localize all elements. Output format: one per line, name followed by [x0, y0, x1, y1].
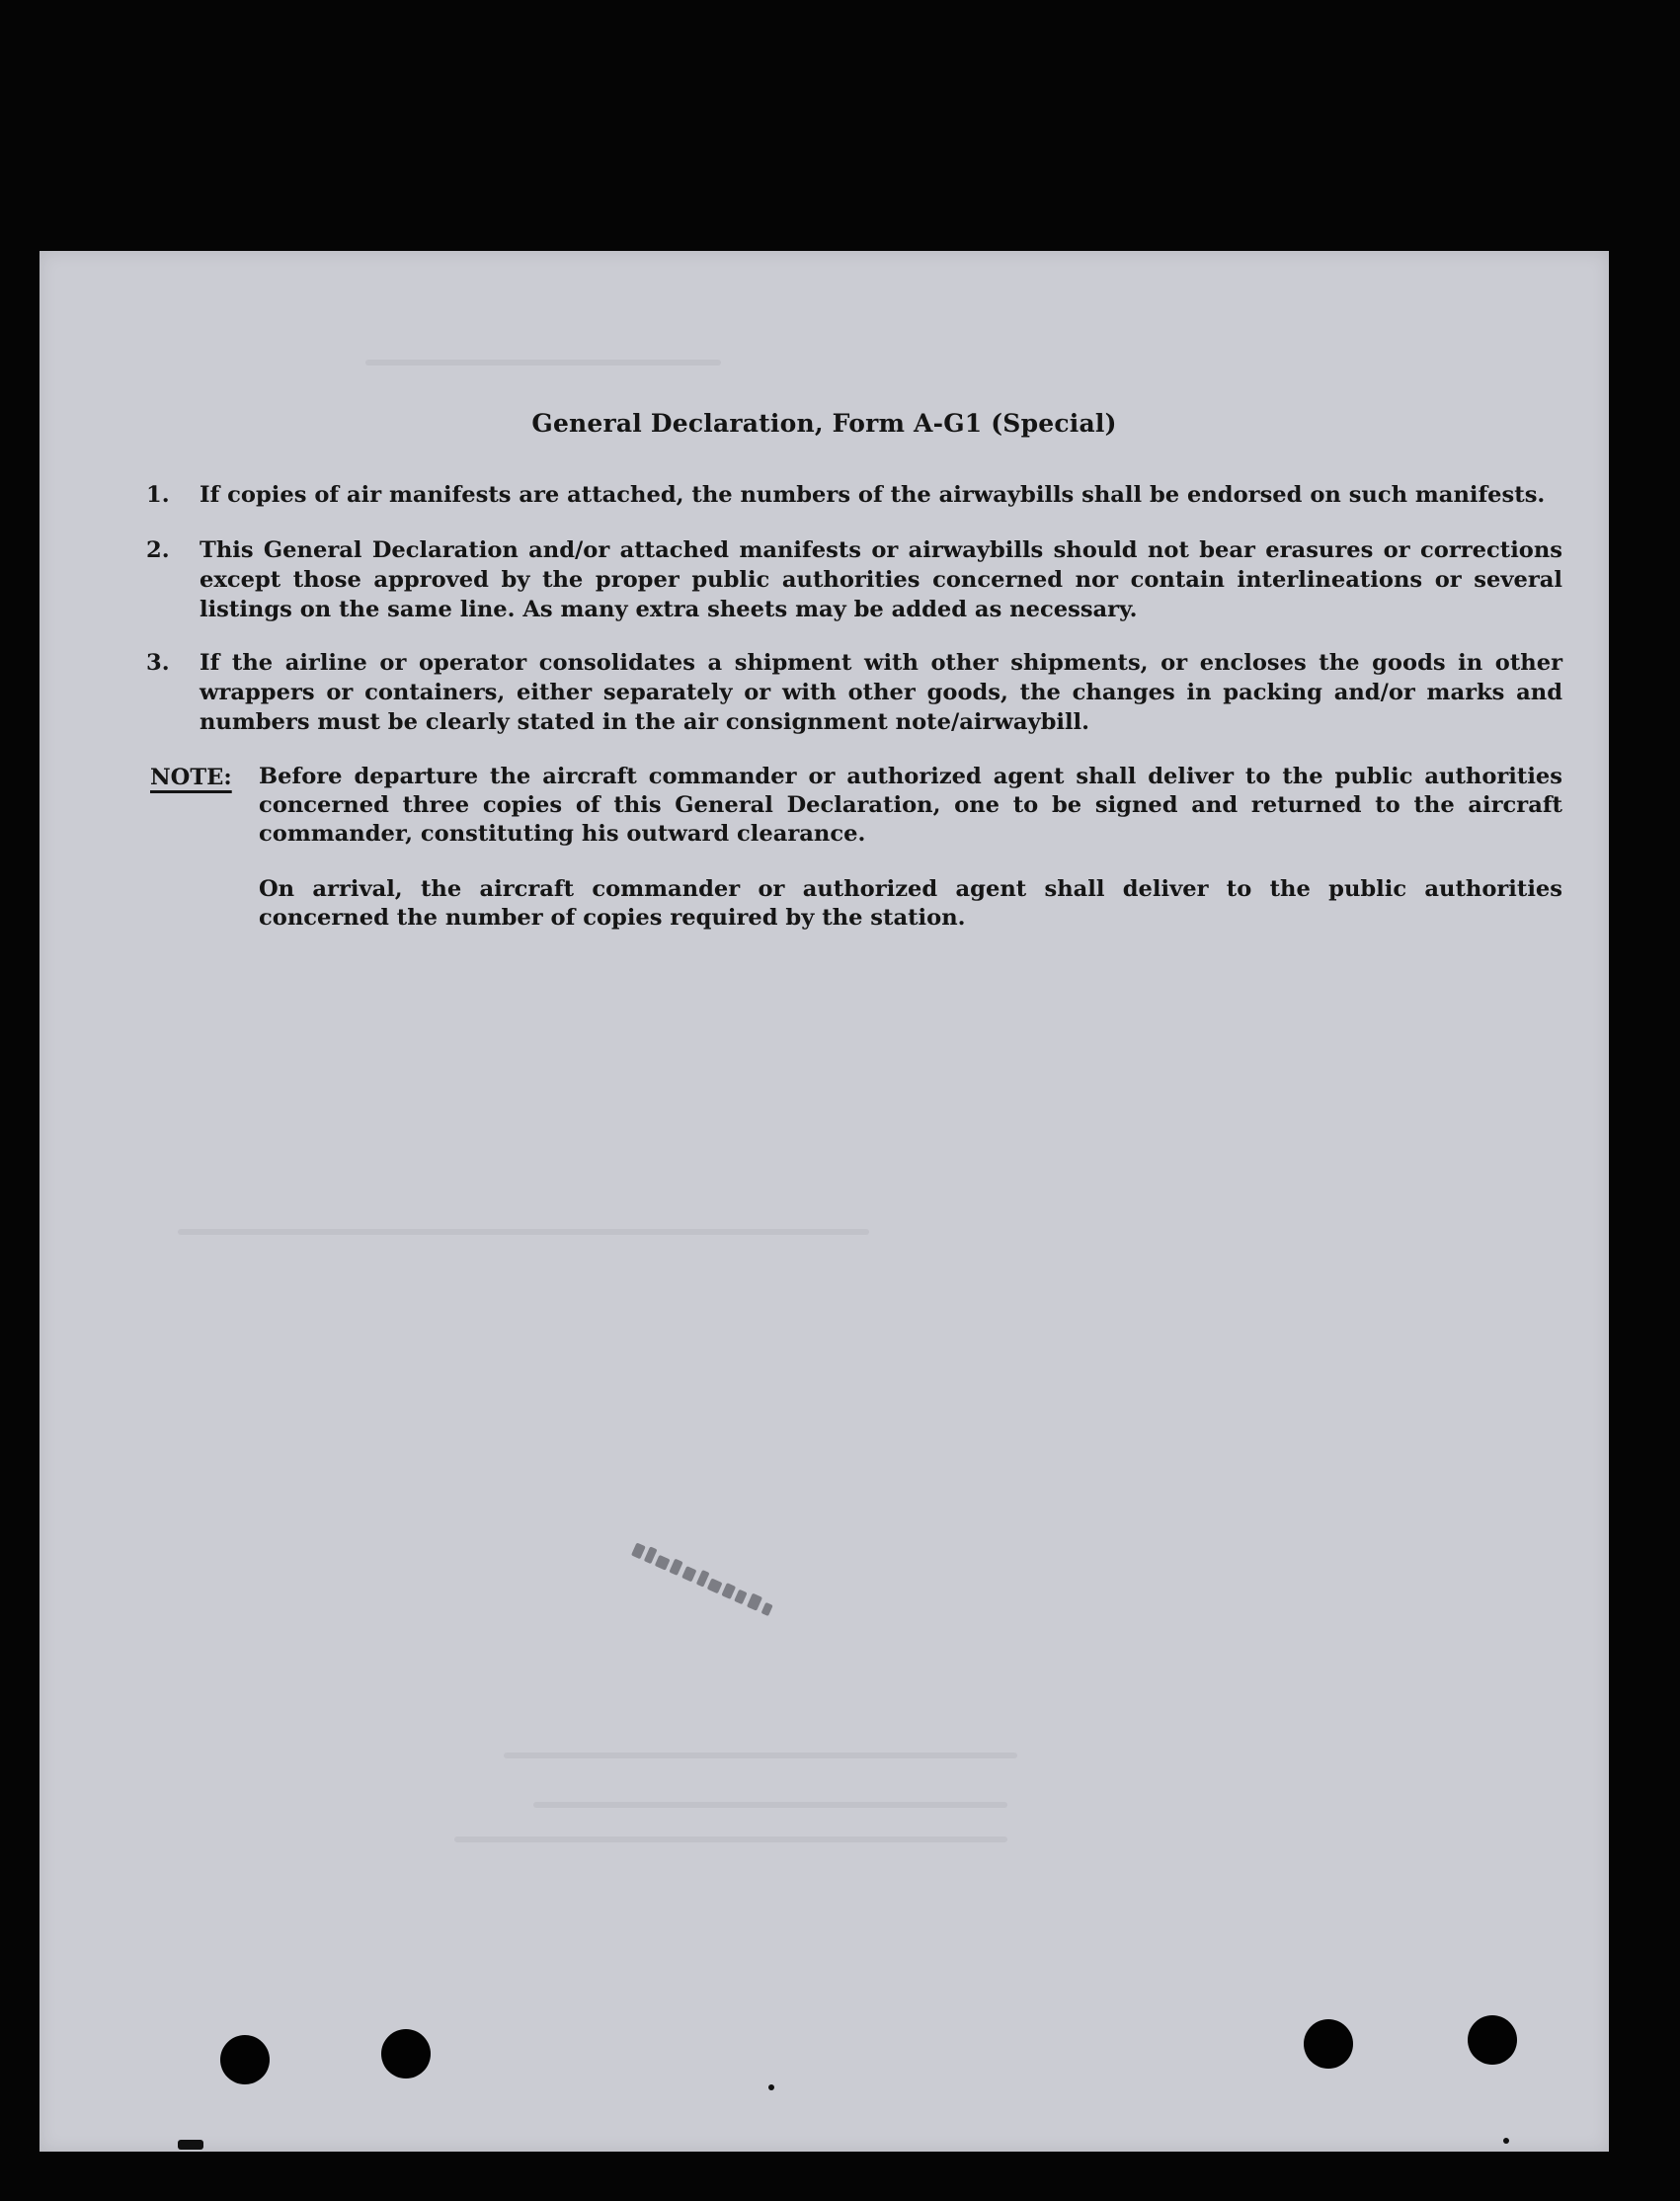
- item-text: This General Declaration and/or attached manifests or airwaybills should not bear erasures or corrections except those approved by the proper public authorities concerned nor contain interlineations or several listings on the same line. As many extra sheets may be added as necessary.: [200, 537, 1562, 622]
- list-item: [146, 535, 1562, 624]
- item-text: If the airline or operator consolidates a shipment with other shipments, or encloses the goods in other wrappers or containers, either separately or with other goods, the changes in packing and/or marks and numbers must be clearly stated in the air consignment note/airwaybill.: [200, 650, 1562, 735]
- dust-speck: [1503, 2138, 1509, 2144]
- list-item: [146, 480, 1562, 510]
- item-number: 1.: [146, 482, 170, 508]
- note-label: NOTE:: [150, 765, 232, 790]
- faded-stamp-mark: [625, 1532, 820, 1643]
- punch-hole: [1468, 2015, 1517, 2065]
- punch-hole: [220, 2035, 270, 2084]
- item-text: If copies of air manifests are attached, the numbers of the airwaybills shall be endorsed on such manifests.: [200, 482, 1546, 508]
- bleed-through-mark: [178, 1229, 869, 1235]
- item-number: 3.: [146, 650, 170, 676]
- document-page: [40, 251, 1609, 2152]
- bleed-through-mark: [533, 1802, 1007, 1808]
- note-paragraph: On arrival, the aircraft commander or authorized agent shall deliver to the public authorities concerned the number of copies required by the station.: [259, 876, 1562, 931]
- bleed-through-mark: [454, 1836, 1007, 1842]
- note-paragraph: Before departure the aircraft commander or authorized agent shall deliver to the public authorities concerned three copies of this General Declaration, one to be signed and returned to the aircraft commander, constituting his outward clearance.: [259, 764, 1562, 847]
- page-title: General Declaration, Form A-G1 (Special): [531, 409, 1117, 438]
- list-item: [146, 648, 1562, 737]
- dust-speck: [178, 2140, 203, 2150]
- dust-speck: [768, 2084, 774, 2090]
- punch-hole: [1304, 2019, 1353, 2069]
- bleed-through-mark: [504, 1753, 1017, 1758]
- bleed-through-mark: [365, 360, 721, 366]
- item-number: 2.: [146, 537, 170, 563]
- punch-hole: [381, 2029, 431, 2079]
